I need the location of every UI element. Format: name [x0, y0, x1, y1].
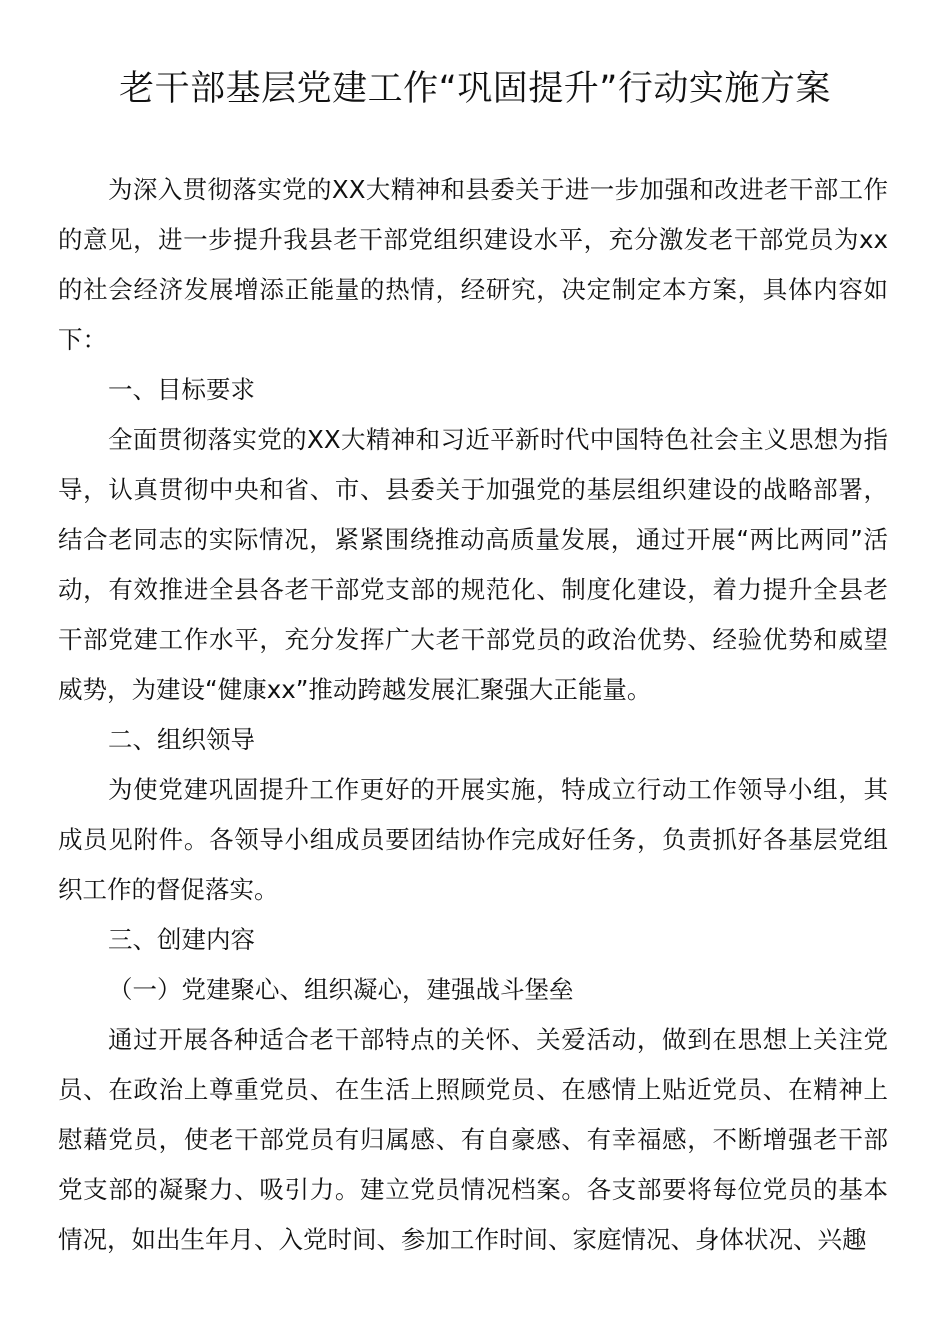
subsection-heading-party-building: （一）党建聚心、组织凝心，建强战斗堡垒 — [108, 975, 574, 1004]
section-paragraph-content: 通过开展各种适合老干部特点的关怀、关爱活动，做到在思想上关注党员、在政治上尊重党员、在生活上照顾党员、在感情上贴近党员、在精神上慰藉党员，使老干部党员有归属感、有自豪感、有幸福感，不断增强老干部党支部的凝聚力、吸引力。建立党员情况档案。各支部要将每位党员的基本情况，如出生年月、入党时间、参加工作时间、家庭情况、身体状况、兴趣 — [58, 1025, 888, 1254]
section-paragraph-goals: 全面贯彻落实党的XX大精神和习近平新时代中国特色社会主义思想为指导，认真贯彻中央和省、市、县委关于加强党的基层组织建设的战略部署，结合老同志的实际情况，紧紧围绕推动高质量发展，通过开展“两比两同”活动，有效推进全县各老干部党支部的规范化、制度化建设，着力提升全县老干部党建工作水平，充分发挥广大老干部党员的政治优势、经验优势和威望威势，为建设“健康xx”推动跨越发展汇聚强大正能量。 — [58, 425, 888, 704]
document-title: 老干部基层党建工作“巩固提升”行动实施方案 — [119, 69, 831, 109]
section-paragraph-leadership: 为使党建巩固提升工作更好的开展实施，特成立行动工作领导小组，其成员见附件。各领导小组成员要团结协作完成好任务，负责抓好各基层党组织工作的督促落实。 — [58, 775, 888, 904]
document-body — [58, 165, 888, 1265]
section-heading-content: 三、创建内容 — [108, 925, 255, 954]
section-heading-leadership: 二、组织领导 — [108, 725, 255, 754]
intro-paragraph: 为深入贯彻落实党的XX大精神和县委关于进一步加强和改进老干部工作的意见，进一步提升我县老干部党组织建设水平，充分激发老干部党员为xx的社会经济发展增添正能量的热情，经研究，决定制定本方案，具体内容如下： — [58, 175, 888, 354]
section-heading-goals: 一、目标要求 — [108, 375, 255, 404]
